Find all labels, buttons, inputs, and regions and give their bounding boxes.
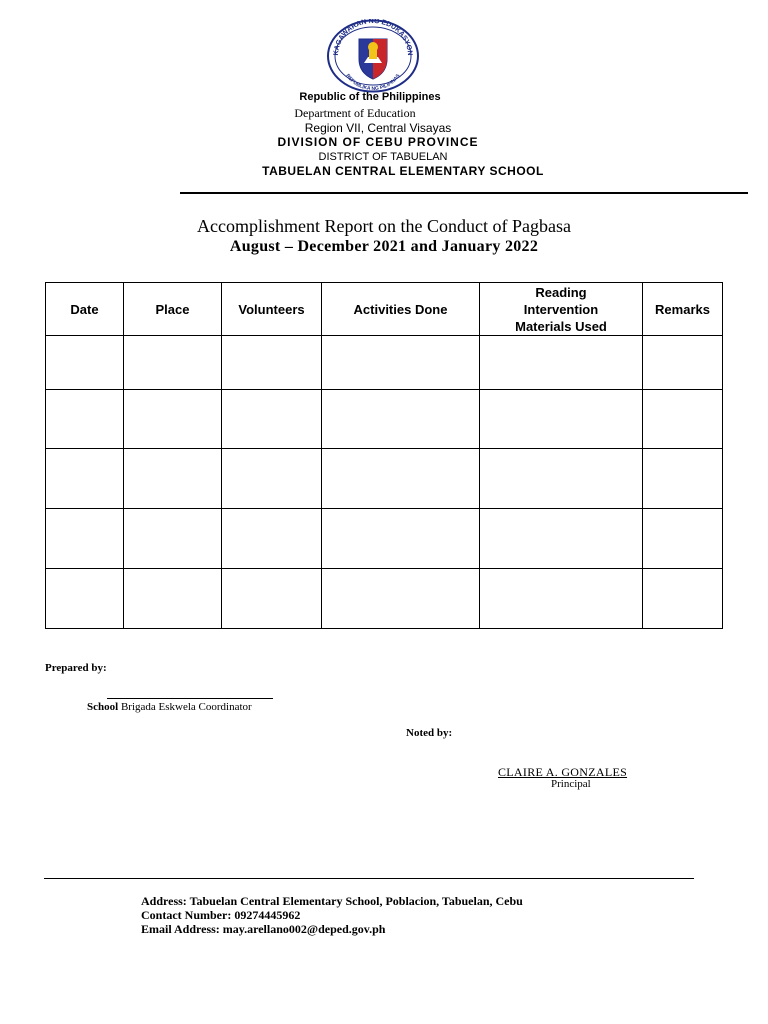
table-cell — [322, 449, 480, 509]
col-header-place: Place — [124, 283, 222, 336]
table-cell — [322, 390, 480, 449]
table-row — [46, 390, 723, 449]
table-cell — [46, 336, 124, 390]
footer-email: Email Address: may.arellano002@deped.gov.ph — [141, 922, 386, 936]
table-cell — [46, 569, 124, 629]
table-cell — [643, 509, 723, 569]
principal-name: CLAIRE A. GONZALES — [498, 765, 628, 779]
report-title: Accomplishment Report on the Conduct of Pagbasa — [197, 216, 571, 236]
table-cell — [480, 569, 643, 629]
table-cell — [46, 449, 124, 509]
table-cell — [643, 390, 723, 449]
table-row — [46, 336, 723, 390]
prepared-role-rest: Brigada Eskwela Coordinator — [118, 701, 252, 713]
report-table — [45, 282, 723, 629]
table-cell — [643, 449, 723, 509]
table-cell — [124, 509, 222, 569]
footer-divider — [44, 878, 694, 879]
prepared-signature-line — [107, 698, 273, 699]
prepared-role-bold: School — [87, 701, 119, 713]
footer-address: Address: Tabuelan Central Elementary School, Poblacion, Tabuelan, Cebu — [141, 894, 523, 908]
prepared-by-label: Prepared by: — [45, 662, 107, 674]
table-row — [46, 509, 723, 569]
table-cell — [480, 336, 643, 390]
principal-title: Principal — [551, 778, 591, 790]
col-header-volunteers: Volunteers — [222, 283, 322, 336]
table-cell — [124, 449, 222, 509]
table-cell — [222, 336, 322, 390]
table-cell — [124, 569, 222, 629]
table-cell — [222, 509, 322, 569]
table-cell — [480, 390, 643, 449]
department-text: Department of Education — [294, 106, 416, 120]
col-header-materials: Reading Intervention Materials Used — [480, 283, 643, 336]
table-cell — [124, 390, 222, 449]
table-row — [46, 449, 723, 509]
table-cell — [46, 509, 124, 569]
table-cell — [322, 336, 480, 390]
republic-text: Republic of the Philippines — [299, 91, 441, 103]
table-cell — [480, 509, 643, 569]
report-subtitle: August – December 2021 and January 2022 — [229, 238, 539, 255]
footer-contact-block — [141, 894, 523, 936]
table-cell — [222, 449, 322, 509]
footer-contact-number: Contact Number: 09274445962 — [141, 908, 301, 922]
table-cell — [222, 390, 322, 449]
seal-ring-text-top: KAGAWARAN NG EDUKASYON — [332, 19, 414, 56]
school-name: TABUELAN CENTRAL ELEMENTARY SCHOOL — [262, 164, 544, 178]
col-header-date: Date — [46, 283, 124, 336]
table-cell — [480, 449, 643, 509]
district-text: DISTRICT OF TABUELAN — [318, 151, 448, 163]
deped-seal-logo — [326, 19, 420, 93]
table-cell — [643, 569, 723, 629]
table-cell — [643, 336, 723, 390]
table-header-row — [46, 283, 723, 336]
table-row — [46, 569, 723, 629]
table-cell — [46, 390, 124, 449]
seal-ring-text-bottom: REPUBLIKA NG PILIPINAS — [344, 73, 402, 93]
table-cell — [322, 509, 480, 569]
col-header-remarks: Remarks — [643, 283, 723, 336]
col-header-activities: Activities Done — [322, 283, 480, 336]
region-text: Region VII, Central Visayas — [304, 121, 452, 135]
noted-by-label: Noted by: — [406, 727, 453, 739]
table-body — [46, 336, 723, 629]
header-divider — [180, 192, 748, 194]
table-cell — [322, 569, 480, 629]
division-text: DIVISION OF CEBU PROVINCE — [277, 135, 479, 149]
table-cell — [222, 569, 322, 629]
prepared-role — [87, 701, 252, 713]
table-cell — [124, 336, 222, 390]
